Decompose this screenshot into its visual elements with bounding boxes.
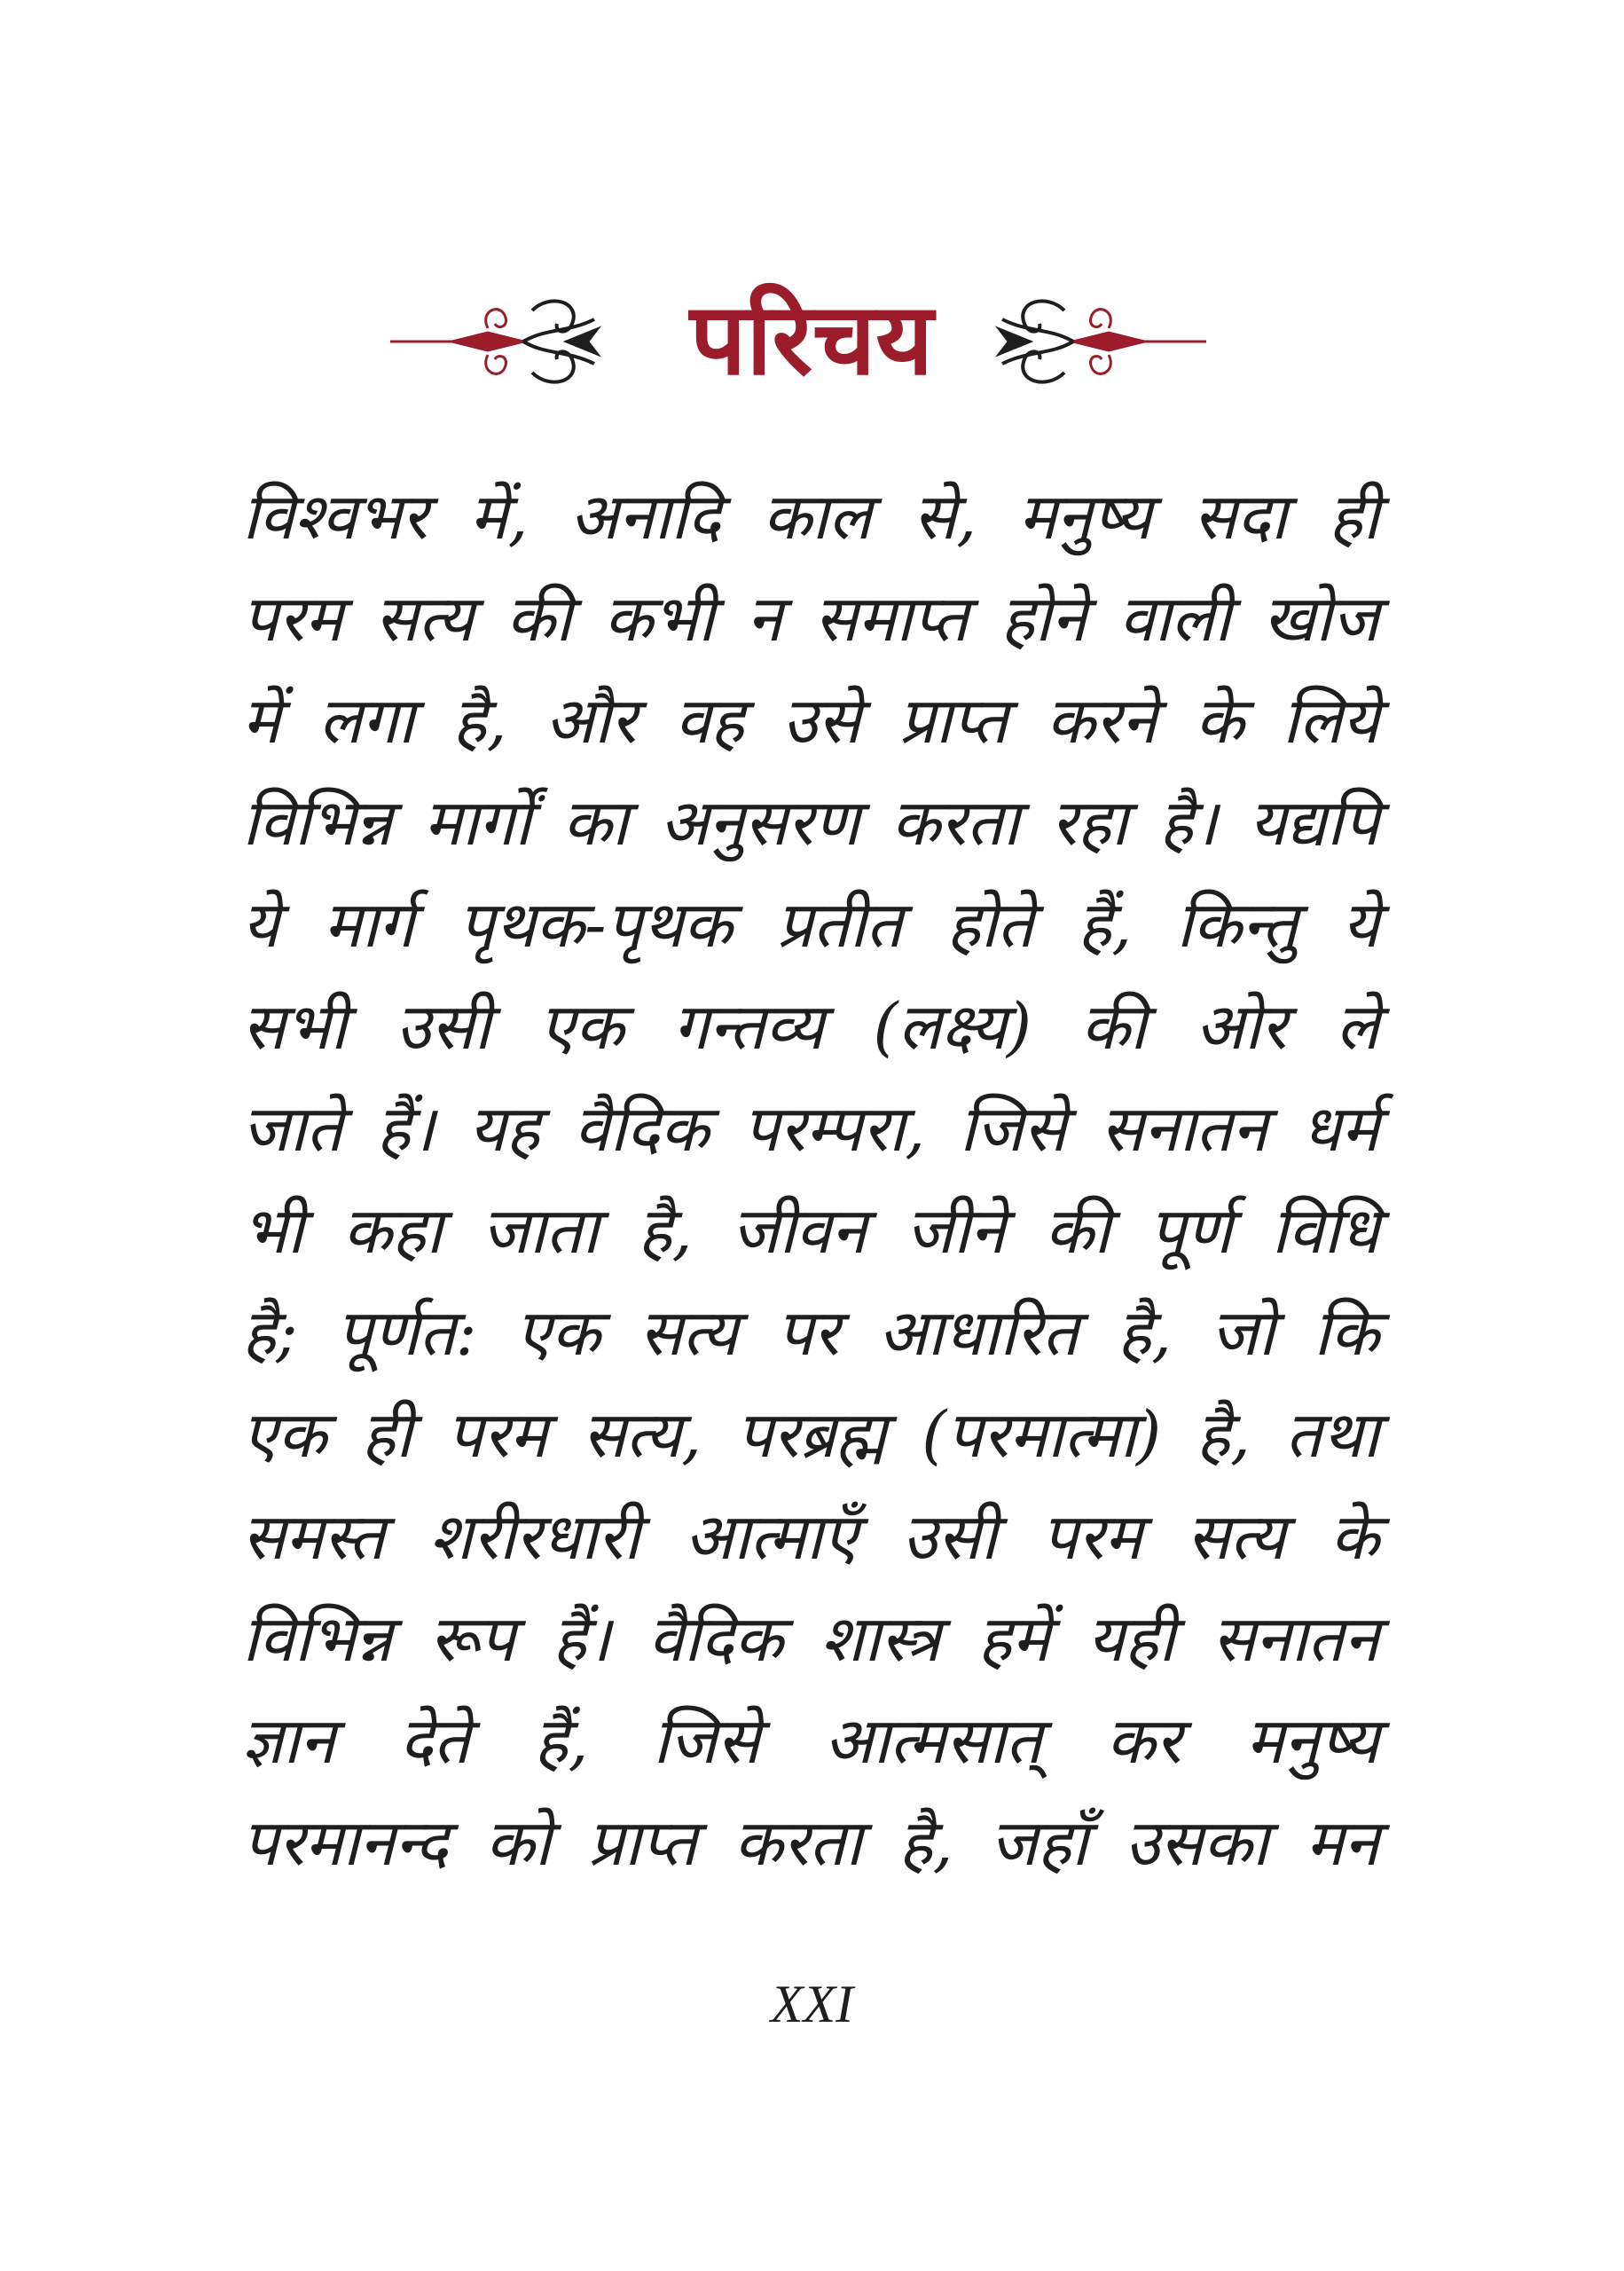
text-line: ये मार्ग पृथक-पृथक प्रतीत होते हैं, किन्तु ये xyxy=(242,887,1379,962)
text-line: है; पूर्णत: एक सत्य पर आधारित है, जो कि xyxy=(242,1295,1379,1370)
flourish-icon xyxy=(993,284,1206,399)
page-number: XXI xyxy=(770,1975,854,2033)
text-line: विभिन्न रूप हैं। वैदिक शास्त्र हमें यही सनातन xyxy=(242,1601,1379,1676)
text-line: भी कहा जाता है, जीवन जीने की पूर्ण विधि xyxy=(242,1193,1379,1268)
text-line: विश्वभर में, अनादि काल से, मनुष्य सदा ही xyxy=(242,479,1379,554)
page-title: परिचय xyxy=(689,282,934,397)
text-line: समस्त शरीरधारी आत्माएँ उसी परम सत्य के xyxy=(242,1499,1379,1574)
text-line: सभी उसी एक गन्तव्य (लक्ष्य) की ओर ले xyxy=(242,989,1379,1064)
flourish-icon xyxy=(390,284,603,399)
text-line: ज्ञान देते हैं, जिसे आत्मसात् कर मनुष्य xyxy=(242,1703,1379,1778)
text-line: परम सत्य की कभी न समाप्त होने वाली खोज xyxy=(242,581,1379,656)
text-line: विभिन्न मार्गों का अनुसरण करता रहा है। यद्यपि xyxy=(242,785,1379,860)
text-line: में लगा है, और वह उसे प्राप्त करने के लिये xyxy=(242,683,1379,758)
text-line: जाते हैं। यह वैदिक परम्परा, जिसे सनातन धर्म xyxy=(242,1091,1379,1166)
text-line: परमानन्द को प्राप्त करता है, जहाँ उसका मन xyxy=(242,1805,1379,1880)
text-line: एक ही परम सत्य, परब्रह्म (परमात्मा) है, तथा xyxy=(242,1397,1379,1472)
body-paragraph xyxy=(242,466,1379,1894)
